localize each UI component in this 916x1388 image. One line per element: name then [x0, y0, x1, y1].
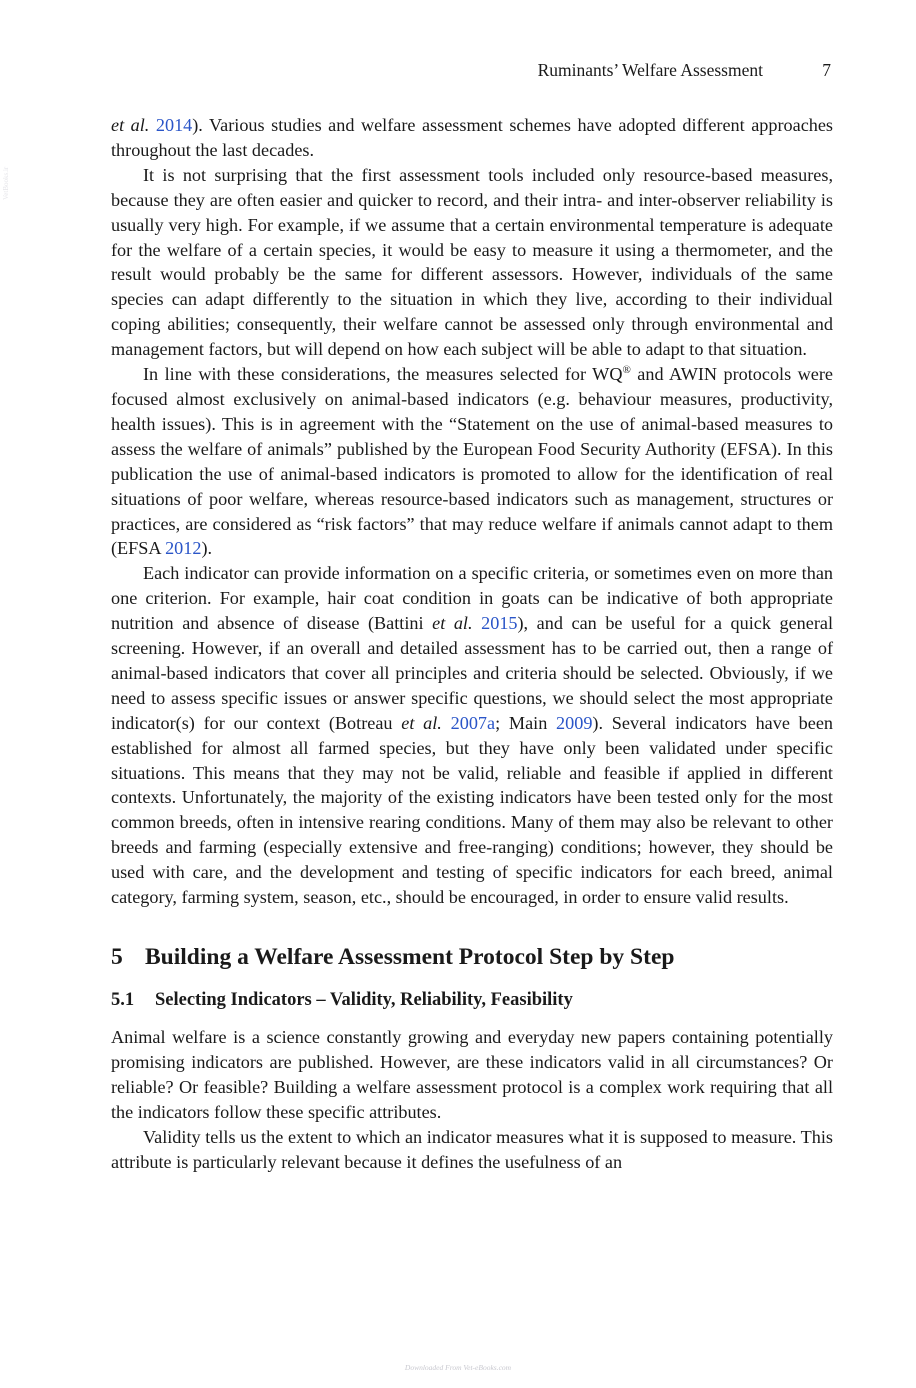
section-title: Building a Welfare Assessment Protocol Step by Step — [145, 944, 675, 970]
paragraph-text: Each indicator can provide information on a specific criteria, or sometimes even on more than one criterion. For example, hair coat condition in goats can be indicative of both appropriate nutrition and absence of disease (Battini — [111, 563, 833, 634]
paragraph-text: ; Main — [495, 712, 557, 733]
paragraph-text: ). Several indicators have been established for almost all farmed species, but they have only been validated under specific situations. This means that they may not be valid, reliable and feasible if applied in different contexts. Unfortunately, the majority of the existing indicators have been tested only for the most common breeds, often in intensive rearing conditions. Many of them may also be relevant to other breeds and farming (especially extensive and free-ranging) conditions; however, they should be used with care, and the development and testing of specific indicators for each breed, animal category, farming system, season, etc., should be encouraged, in order to ensure valid results. — [111, 712, 833, 908]
section-number: 5 — [111, 944, 123, 970]
side-watermark: VetBooks.ir — [2, 166, 10, 200]
footer-watermark: Downloaded From Vet-eBooks.com — [404, 1363, 512, 1372]
citation-link-2007a[interactable]: 2007a — [450, 712, 496, 733]
paragraph-text: ), and can be useful for a quick general screening. However, if an overall and detailed assessment has to be carried out, then a range of animal-based indicators that cover all principles and criteria should be selected. Obviously, if we need to assess specific issues or answer specific questions, we should select the most appropriate indicator(s) for our context (Botreau — [111, 613, 834, 733]
citation-link-2014[interactable]: 2014 — [155, 115, 193, 135]
page-body — [111, 113, 833, 1174]
paragraph-text: It is not surprising that the first assessment tools included only resource-based measures, because they are often easier and quicker to record, and their intra- and inter-observer reliability is usually very high. For example, if we assume that a certain environmental temperature is adequate for the welfare of a certain species, it would be easy to measure it using a thermometer, and the result would probably be the same for different assessors. However, individuals of the same species can adapt differently to the situation in which they live, according to their individual coping abilities; consequently, their welfare cannot be assessed only through environmental and management factors, but will depend on how each subject will be able to adapt to that situation. — [111, 164, 833, 360]
paragraph-text: ). Various studies and welfare assessment schemes have adopted different approaches throughout the last decades. — [111, 115, 834, 160]
paragraph-6 — [111, 1125, 833, 1175]
subsection-title: Selecting Indicators – Validity, Reliability, Feasibility — [155, 990, 573, 1010]
paragraph-text: Animal welfare is a science constantly growing and everyday new papers containing potentially promising indicators are published. However, are these indicators valid in all circumstances? Or reliable? Or feasible? Building a welfare assessment protocol is a complex work requiring that all the indicators follow these specific attributes. — [111, 1027, 833, 1122]
citation-link-2009[interactable]: 2009 — [556, 712, 593, 733]
paragraph-5 — [111, 1025, 833, 1125]
paragraph-text: ). — [201, 538, 213, 559]
citation-link-2012[interactable]: 2012 — [165, 538, 202, 559]
section-heading — [111, 942, 833, 972]
et-al: et al. — [401, 712, 442, 733]
registered-mark: ® — [622, 364, 631, 376]
paragraph-2 — [111, 163, 833, 362]
et-al: et al. — [432, 613, 473, 634]
et-al: et al. — [111, 115, 150, 135]
paragraph-text: Validity tells us the extent to which an indicator measures what it is supposed to measure. This attribute is particularly relevant because it defines the usefulness of an — [111, 1126, 833, 1172]
running-title: Ruminants’ Welfare Assessment — [537, 60, 763, 80]
page-number: 7 — [822, 60, 831, 80]
paragraph-4 — [111, 561, 833, 910]
subsection-number: 5.1 — [111, 990, 135, 1010]
running-header — [111, 60, 833, 84]
paragraph-text: In line with these considerations, the measures selected for WQ — [143, 364, 623, 385]
paragraph-3 — [111, 362, 833, 561]
subsection-heading — [111, 988, 833, 1012]
paragraph-text: and AWIN protocols were focused almost exclusively on animal-based indicators (e.g. behaviour measures, productivity, health issues). This is in agreement with the “Statement on the use of animal-based measures to assess the welfare of animals” published by the European Food Security Authority (EFSA). In this publication the use of animal-based indicators is promoted to allow for the identification of real situations of poor welfare, whereas resource-based indicators such as management, structures or practices, are considered as “risk factors” that may reduce welfare if animals cannot adapt to them (EFSA — [111, 364, 833, 559]
paragraph-1 — [111, 113, 833, 163]
citation-link-2015[interactable]: 2015 — [481, 613, 518, 634]
